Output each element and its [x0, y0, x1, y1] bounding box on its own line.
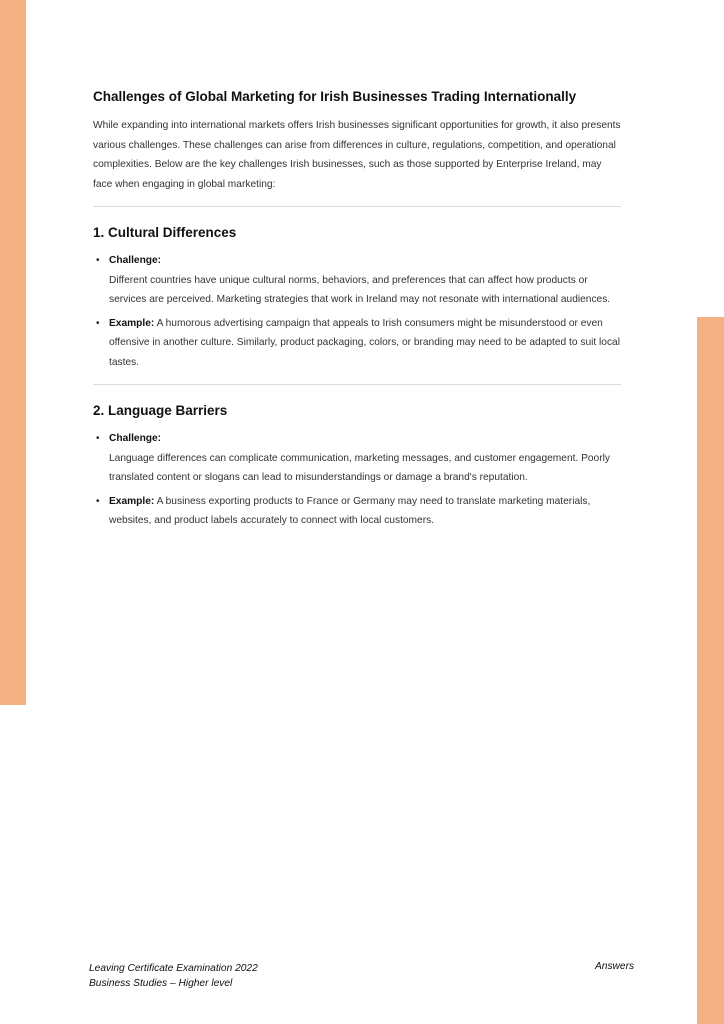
list-item-example — [96, 492, 621, 531]
list-item-challenge — [96, 251, 621, 310]
left-accent-bar — [0, 0, 26, 705]
bullet-icon: • — [96, 255, 100, 266]
example-text: A business exporting products to France or Germany may need to translate marketing materials, websites, and product labels accurately to connect with local customers. — [109, 495, 591, 526]
example-text: A humorous advertising campaign that appeals to Irish consumers might be misunderstood or even offensive in another culture. Similarly, product packaging, colors, or branding may need to be adapted to suit local tastes. — [109, 317, 620, 368]
challenge-label: Challenge: — [109, 255, 162, 266]
intro-paragraph: While expanding into international markets offers Irish businesses significant opportunities for growth, it also presents various challenges. These challenges can arise from differences in culture, regulations, competition, and operational complexities. Below are the key challenges Irish businesses, such as those supported by Enterprise Ireland, may face when engaging in global marketing: — [93, 120, 621, 190]
list-item-example — [96, 314, 621, 373]
section-list-cultural — [93, 251, 621, 372]
bullet-icon: • — [96, 433, 100, 444]
document-body — [93, 88, 621, 535]
bullet-icon: • — [96, 317, 100, 329]
page-title: Challenges of Global Marketing for Irish Businesses Trading Internationally — [93, 89, 577, 104]
footer-subject-line: Business Studies – Higher level — [89, 978, 233, 989]
example-label: Example: — [109, 317, 155, 329]
challenge-label: Challenge: — [109, 433, 162, 444]
section-divider — [93, 206, 621, 207]
section-divider — [93, 384, 621, 385]
section-list-language — [93, 429, 621, 531]
bullet-icon: • — [96, 495, 100, 507]
challenge-text: Different countries have unique cultural norms, behaviors, and preferences that can affect how products or services are perceived. Marketing strategies that work in Ireland may not resonate with international audiences. — [109, 274, 611, 305]
list-item-challenge — [96, 429, 621, 488]
section-heading-cultural: 1. Cultural Differences — [93, 225, 237, 240]
footer-exam-line: Leaving Certificate Examination 2022 — [89, 963, 258, 974]
footer-exam-info — [89, 961, 258, 991]
right-accent-bar — [697, 317, 724, 1024]
footer-answers-label: Answers — [595, 961, 635, 972]
section-heading-language: 2. Language Barriers — [93, 403, 228, 418]
example-label: Example: — [109, 495, 155, 507]
challenge-text: Language differences can complicate communication, marketing messages, and customer engagement. Poorly translated content or slogans can lead to misunderstandings or damage a brand's reputation. — [109, 452, 610, 483]
